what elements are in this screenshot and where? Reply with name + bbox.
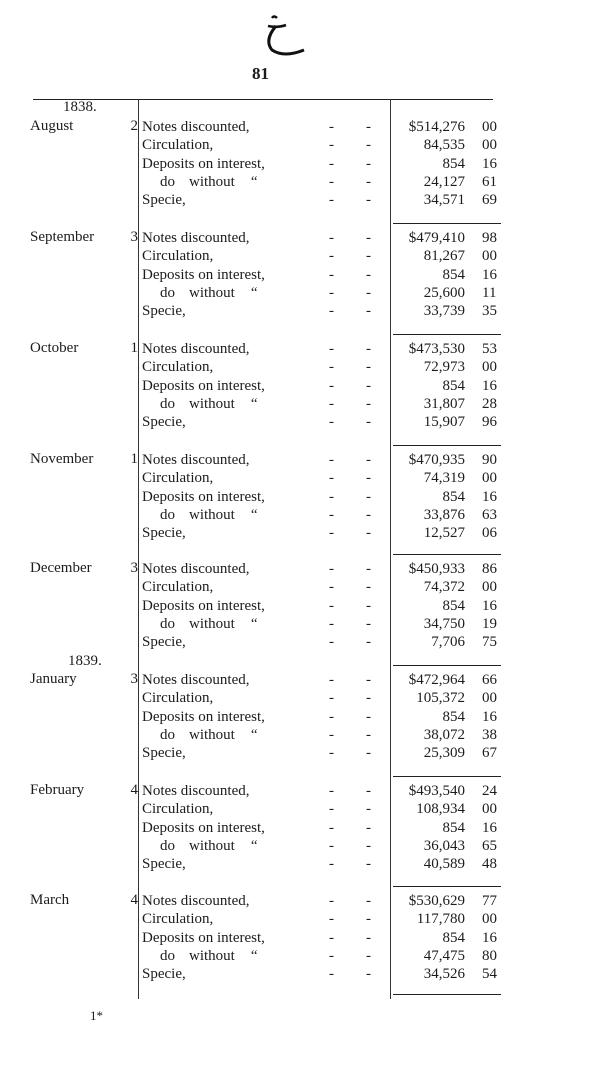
ledger-row-notes [0,671,600,689]
leader-dash: - [366,395,371,412]
leader-dash: - [329,359,334,376]
leader-dash: - [366,414,371,431]
amount-dollars: 25,309 [423,745,465,762]
amount-cents: 00 [482,248,497,265]
amount-cents: 00 [482,470,497,487]
amount-cents: 16 [482,155,497,172]
row-label: Circulation, [142,359,214,376]
amount-dollars: 33,876 [423,506,465,523]
amount-dollars: $514,276 [408,119,465,135]
ledger-row-notes [0,892,600,910]
row-label: Specie, [142,966,186,983]
month-name: August [30,118,74,134]
amount-dollars: 31,807 [423,395,465,412]
amount-dollars: 854 [442,377,465,394]
leader-dash: - [366,708,371,725]
amount-dollars: 47,475 [423,947,465,964]
row-label [160,506,258,524]
row-label: Specie, [142,634,186,651]
leader-dash: - [366,615,371,632]
leader-dash: - [329,303,334,320]
ditto-do: do [160,284,175,301]
row-label: Specie, [142,303,186,320]
leader-dash: - [366,856,371,873]
row-label: Specie, [142,525,186,542]
leader-dash: - [329,377,334,394]
month-name: November [30,451,94,467]
leader-dash: - [329,341,334,357]
leader-dash: - [366,248,371,265]
leader-dash: - [329,119,334,135]
month-day: 2 [130,118,138,134]
row-label [160,837,258,855]
leader-dash: - [366,634,371,651]
ledger-row-dep_interest [0,377,600,395]
leader-dash: - [366,783,371,799]
month-name: March [30,892,70,908]
amount-cents: 69 [482,192,497,209]
row-label: Deposits on interest, [142,929,265,946]
month-day: 4 [130,782,138,798]
leader-dash: - [329,395,334,412]
ledger-row-circulation [0,136,600,154]
leader-dash: - [366,525,371,542]
amount-dollars: 105,372 [416,690,465,707]
ledger-row-specie [0,524,600,542]
amount-cents: 35 [482,303,497,320]
amount-dollars: 34,526 [423,966,465,983]
ledger-row-dep_interest [0,488,600,506]
amount-cents: 77 [482,893,497,909]
amount-dollars: $479,410 [408,230,465,246]
leader-dash: - [329,819,334,836]
amount-cents: 61 [482,173,497,190]
leader-dash: - [329,783,334,799]
leader-dash: - [329,966,334,983]
ledger-row-specie [0,855,600,873]
amount-dollars: 72,973 [423,359,465,376]
amount-dollars: 854 [442,488,465,505]
leader-dash: - [329,893,334,909]
amount-cents: 63 [482,506,497,523]
amount-cents: 00 [482,579,497,596]
leader-dash: - [366,119,371,135]
row-label: Deposits on interest, [142,266,265,283]
row-label: Specie, [142,192,186,209]
ledger-row-circulation [0,358,600,376]
ditto-do: do [160,395,175,412]
amount-dollars: 40,589 [423,856,465,873]
row-label: Notes discounted, [142,452,250,468]
leader-dash: - [329,615,334,632]
ledger-row-specie [0,302,600,320]
amount-dollars: 7,706 [431,634,465,651]
leader-dash: - [366,266,371,283]
amount-dollars: $450,933 [408,561,465,577]
amount-dollars: $530,629 [408,893,465,909]
ledger-row-specie [0,191,600,209]
leader-dash: - [366,819,371,836]
amount-cents: 96 [482,414,497,431]
row-label: Circulation, [142,579,214,596]
ledger-row-notes [0,229,600,247]
ditto-do: do [160,506,175,523]
amount-separator-rule [393,776,501,777]
handwritten-mark-icon [262,14,308,58]
ledger-row-circulation [0,247,600,265]
header-rule [33,99,493,100]
ledger-row-circulation [0,689,600,707]
amount-separator-rule [393,223,501,224]
amount-cents: 38 [482,726,497,743]
ledger-row-specie [0,413,600,431]
amount-dollars: $470,935 [408,452,465,468]
amount-dollars: 74,372 [423,579,465,596]
leader-dash: - [366,947,371,964]
amount-cents: 00 [482,137,497,154]
row-label [160,395,258,413]
leader-dash: - [366,137,371,154]
amount-cents: 54 [482,966,497,983]
ledger-row-without [0,947,600,965]
row-label: Deposits on interest, [142,708,265,725]
ledger-row-dep_interest [0,597,600,615]
amount-cents: 67 [482,745,497,762]
amount-cents: 80 [482,947,497,964]
amount-dollars: $472,964 [408,672,465,688]
ditto-mark: “ [250,837,258,854]
amount-dollars: $493,540 [408,783,465,799]
ledger-row-dep_interest [0,266,600,284]
amount-cents: 19 [482,615,497,632]
row-label [160,284,258,302]
leader-dash: - [366,506,371,523]
leader-dash: - [366,173,371,190]
leader-dash: - [366,470,371,487]
leader-dash: - [329,155,334,172]
amount-dollars: 36,043 [423,837,465,854]
ledger-row-notes [0,560,600,578]
leader-dash: - [329,856,334,873]
leader-dash: - [329,911,334,928]
ledger-row-notes [0,340,600,358]
row-label: Circulation, [142,470,214,487]
leader-dash: - [366,837,371,854]
amount-dollars: 33,739 [423,303,465,320]
leader-dash: - [329,801,334,818]
leader-dash: - [329,672,334,688]
ditto-without: without [189,615,235,632]
amount-dollars: 854 [442,708,465,725]
month-name: December [30,560,92,576]
leader-dash: - [329,230,334,246]
ledger-row-dep_interest [0,819,600,837]
amount-cents: 86 [482,561,497,577]
row-label [160,726,258,744]
ledger-row-specie [0,744,600,762]
ledger-row-without [0,284,600,302]
amount-cents: 16 [482,708,497,725]
ledger-row-circulation [0,910,600,928]
ditto-do: do [160,947,175,964]
year-label-1838: 1838. [63,99,97,115]
ledger-row-notes [0,782,600,800]
leader-dash: - [366,801,371,818]
ditto-do: do [160,726,175,743]
row-label: Circulation, [142,690,214,707]
ditto-do: do [160,173,175,190]
amount-cents: 16 [482,488,497,505]
leader-dash: - [366,745,371,762]
ditto-mark: “ [250,395,258,412]
leader-dash: - [366,377,371,394]
ledger-row-without [0,837,600,855]
month-day: 3 [130,229,138,245]
amount-end-rule [393,994,501,995]
amount-cents: 16 [482,819,497,836]
row-label: Specie, [142,745,186,762]
amount-dollars: 854 [442,266,465,283]
amount-cents: 16 [482,377,497,394]
row-label: Circulation, [142,911,214,928]
leader-dash: - [329,284,334,301]
amount-cents: 75 [482,634,497,651]
row-label: Deposits on interest, [142,155,265,172]
leader-dash: - [329,470,334,487]
row-label: Notes discounted, [142,119,250,135]
amount-cents: 53 [482,341,497,357]
ditto-mark: “ [250,284,258,301]
ditto-do: do [160,615,175,632]
month-name: September [30,229,95,245]
row-label [160,173,258,191]
row-label: Deposits on interest, [142,488,265,505]
row-label: Notes discounted, [142,893,250,909]
month-day: 3 [130,560,138,576]
leader-dash: - [366,452,371,468]
leader-dash: - [329,929,334,946]
leader-dash: - [366,561,371,577]
ledger-row-without [0,173,600,191]
amount-cents: 24 [482,783,497,799]
leader-dash: - [366,359,371,376]
leader-dash: - [366,488,371,505]
ditto-without: without [189,726,235,743]
ledger-row-without [0,506,600,524]
ditto-without: without [189,395,235,412]
leader-dash: - [366,690,371,707]
leader-dash: - [366,966,371,983]
amount-dollars: 108,934 [416,801,465,818]
leader-dash: - [329,248,334,265]
ledger-row-dep_interest [0,929,600,947]
leader-dash: - [329,506,334,523]
amount-separator-rule [393,445,501,446]
ditto-mark: “ [250,726,258,743]
ditto-mark: “ [250,947,258,964]
leader-dash: - [366,597,371,614]
leader-dash: - [366,341,371,357]
ditto-without: without [189,837,235,854]
row-label: Circulation, [142,248,214,265]
ditto-without: without [189,173,235,190]
ledger-row-without [0,615,600,633]
amount-cents: 90 [482,452,497,468]
ledger-row-circulation [0,578,600,596]
ditto-mark: “ [250,615,258,632]
leader-dash: - [329,837,334,854]
leader-dash: - [366,284,371,301]
row-label: Specie, [142,414,186,431]
ledger-row-dep_interest [0,708,600,726]
ditto-do: do [160,837,175,854]
amount-separator-rule [393,886,501,887]
leader-dash: - [329,488,334,505]
leader-dash: - [366,893,371,909]
row-label: Deposits on interest, [142,597,265,614]
leader-dash: - [329,708,334,725]
amount-dollars: 81,267 [423,248,465,265]
month-day: 1 [130,451,138,467]
row-label [160,615,258,633]
leader-dash: - [366,230,371,246]
row-label: Notes discounted, [142,230,250,246]
leader-dash: - [329,137,334,154]
leader-dash: - [329,597,334,614]
amount-separator-rule [393,554,501,555]
month-name: February [30,782,85,798]
row-label: Notes discounted, [142,783,250,799]
leader-dash: - [366,303,371,320]
row-label [160,947,258,965]
amount-separator-rule [393,334,501,335]
amount-dollars: 25,600 [423,284,465,301]
amount-cents: 00 [482,690,497,707]
signature-mark: 1* [90,1008,103,1023]
ledger-row-notes [0,118,600,136]
amount-cents: 00 [482,119,497,135]
leader-dash: - [329,266,334,283]
leader-dash: - [329,525,334,542]
ledger-row-notes [0,451,600,469]
leader-dash: - [329,452,334,468]
row-label: Circulation, [142,801,214,818]
leader-dash: - [366,672,371,688]
amount-cents: 11 [482,284,497,301]
ditto-mark: “ [250,506,258,523]
leader-dash: - [329,690,334,707]
leader-dash: - [329,726,334,743]
leader-dash: - [329,173,334,190]
amount-cents: 28 [482,395,497,412]
amount-dollars: $473,530 [408,341,465,357]
month-day: 4 [130,892,138,908]
leader-dash: - [366,726,371,743]
amount-dollars: 854 [442,929,465,946]
month-name: October [30,340,79,356]
row-label: Notes discounted, [142,341,250,357]
amount-cents: 06 [482,525,497,542]
leader-dash: - [366,911,371,928]
ditto-mark: “ [250,173,258,190]
amount-dollars: 84,535 [423,137,465,154]
leader-dash: - [366,929,371,946]
leader-dash: - [329,192,334,209]
amount-cents: 16 [482,929,497,946]
ledger-row-circulation [0,469,600,487]
ledger-row-dep_interest [0,155,600,173]
ledger-row-circulation [0,800,600,818]
ledger-row-specie [0,633,600,651]
amount-dollars: 854 [442,819,465,836]
ledger-row-without [0,726,600,744]
amount-cents: 00 [482,359,497,376]
amount-dollars: 12,527 [423,525,465,542]
amount-cents: 65 [482,837,497,854]
row-label: Notes discounted, [142,561,250,577]
row-label: Circulation, [142,137,214,154]
leader-dash: - [329,947,334,964]
amount-dollars: 34,571 [423,192,465,209]
row-label: Deposits on interest, [142,819,265,836]
row-label: Specie, [142,856,186,873]
amount-dollars: 74,319 [423,470,465,487]
amount-dollars: 34,750 [423,615,465,632]
leader-dash: - [329,561,334,577]
leader-dash: - [329,634,334,651]
month-name: January [30,671,77,687]
page-number: 81 [252,64,269,83]
amount-dollars: 38,072 [423,726,465,743]
ledger-row-without [0,395,600,413]
month-day: 1 [130,340,138,356]
amount-cents: 16 [482,597,497,614]
amount-dollars: 24,127 [423,173,465,190]
leader-dash: - [366,579,371,596]
amount-dollars: 15,907 [423,414,465,431]
leader-dash: - [329,579,334,596]
row-label: Deposits on interest, [142,377,265,394]
amount-cents: 00 [482,911,497,928]
ledger-row-specie [0,965,600,983]
amount-dollars: 854 [442,597,465,614]
ditto-without: without [189,284,235,301]
leader-dash: - [329,745,334,762]
amount-separator-rule [393,665,501,666]
amount-dollars: 117,780 [416,911,465,928]
month-day: 3 [130,671,138,687]
amount-cents: 66 [482,672,497,688]
ditto-without: without [189,506,235,523]
row-label: Notes discounted, [142,672,250,688]
leader-dash: - [366,155,371,172]
amount-dollars: 854 [442,155,465,172]
year-label-1839: 1839. [68,653,102,669]
amount-cents: 48 [482,856,497,873]
ditto-without: without [189,947,235,964]
leader-dash: - [366,192,371,209]
amount-cents: 16 [482,266,497,283]
amount-cents: 00 [482,801,497,818]
amount-cents: 98 [482,230,497,246]
leader-dash: - [329,414,334,431]
